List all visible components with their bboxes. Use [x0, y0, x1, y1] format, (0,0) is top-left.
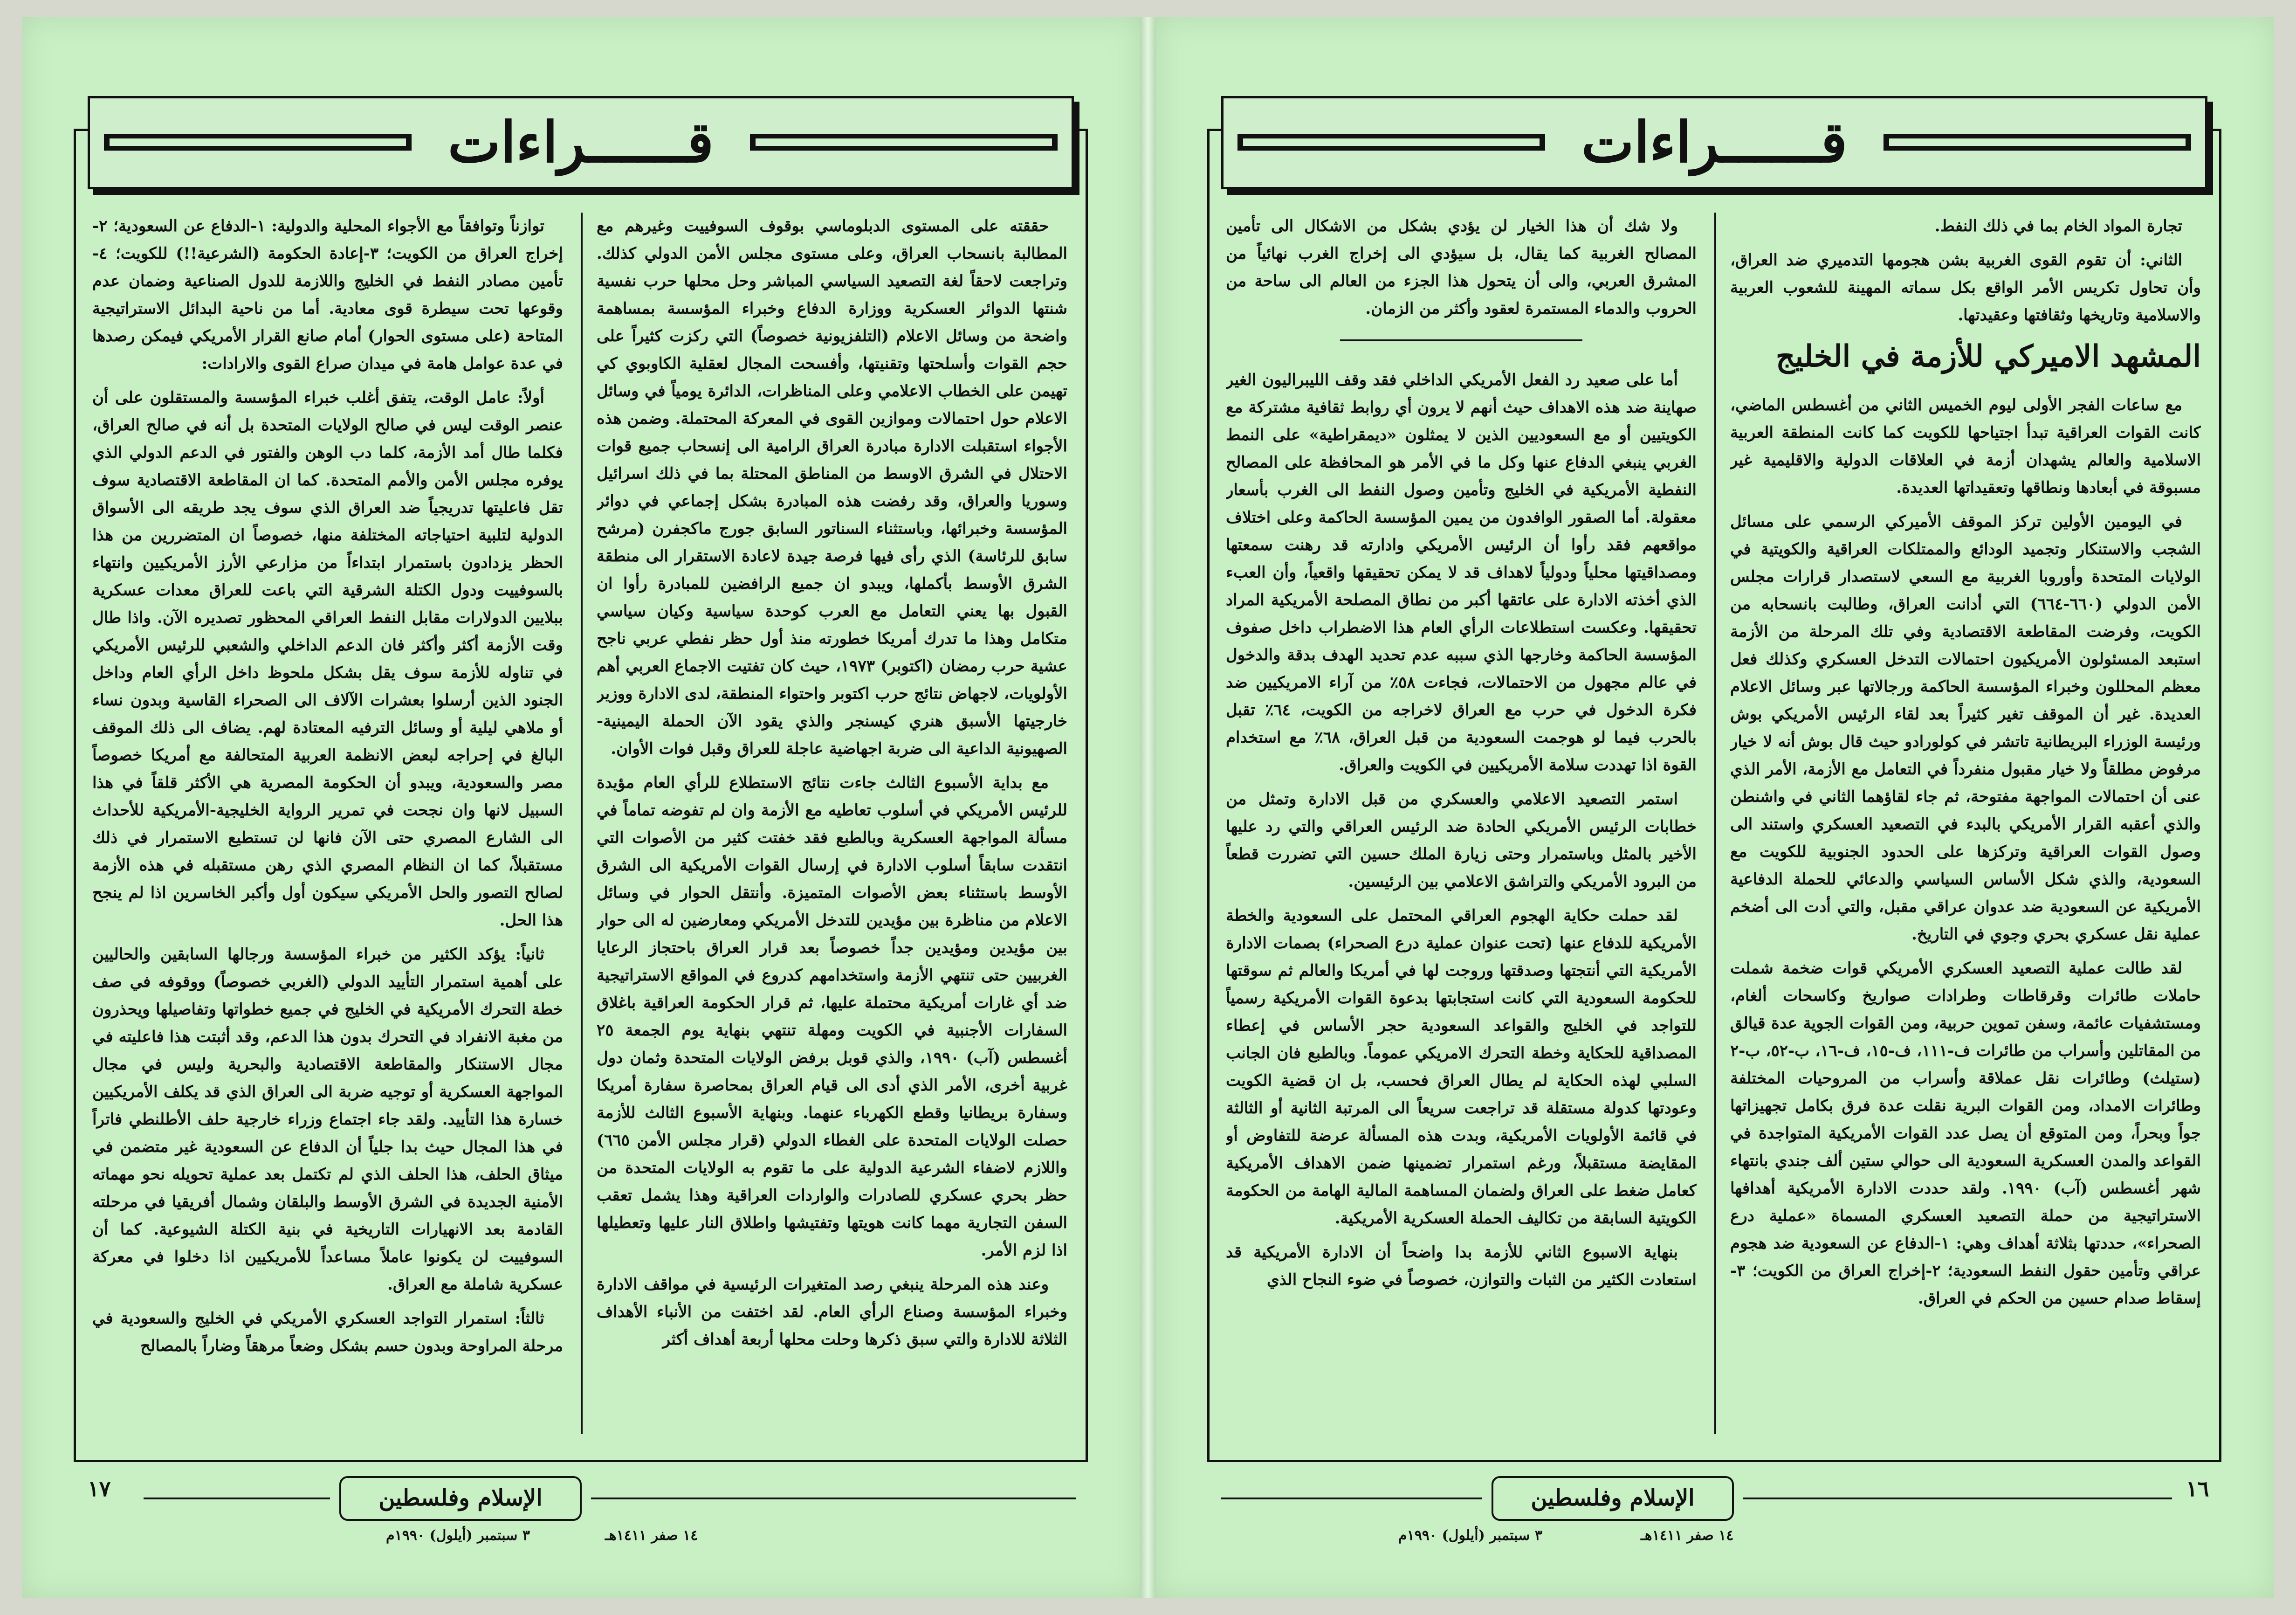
- column-divider: [581, 213, 583, 1434]
- footer-rule: [591, 1498, 1076, 1499]
- page-16-left-column: [1226, 213, 1697, 1434]
- section-title: قــــــراءات: [447, 110, 714, 175]
- article-title: المشهد الاميركي للأزمة في الخليج: [1775, 339, 2201, 374]
- paragraph: استمر التصعيد الاعلامي والعسكري من قبل الادارة وتمثل من خطابات الرئيس الأمريكي الحادة ضد الرئيس العراقي والتي رد عليها الأخير بالمثل وباستمرار وحتى زيارة الملك حسين التي تضررت قطعاً من البرود الأمريكي والتراشق الاعلامي بين الرئيسين.: [1226, 790, 1697, 891]
- section-separator: [1340, 339, 1582, 341]
- date-gregorian: ٣ سبتمبر (أيلول) ١٩٩٠م: [1398, 1527, 1542, 1544]
- paragraph: وعند هذه المرحلة ينبغي رصد المتغيرات الرئيسية في مواقف الادارة وخبراء المؤسسة وصناع الرأي العام. لقد اختفت من الأنباء الأهداف الثلاثة للادارة والتي سبق ذكرها وحلت محلها أربعة أهداف أكثر: [597, 1275, 1067, 1349]
- page-16: [1156, 17, 2274, 1598]
- page-17: [22, 17, 1140, 1598]
- paragraph: تجارة المواد الخام بما في ذلك النفط.: [1934, 217, 2182, 235]
- section-title: قــــــراءات: [1581, 110, 1848, 175]
- footer-rule: [1743, 1498, 2172, 1499]
- paragraph: مع بداية الأسبوع الثالث جاءت نتائج الاستطلاع للرأي العام مؤيدة للرئيس الأمريكي في أسلوب تعاطيه مع الأزمة وان لم تفوضه تماماً في مسألة المواجهة العسكرية وبالطبع فقد خفتت كثير من الأصوات التي انتقدت سابقاً أسلوب الادارة في إرسال القوات الأمريكية الى الشرق الأوسط باستثناء بعض الأصوات المتميزة. وأنتقل الحوار في وسائل الاعلام من مناظرة بين مؤيدين للتدخل الأمريكي ومعارضين له الى حوار بين مؤيدين ومؤيدين جداً خصوصاً بعد قرار العراق باحتجاز الرعايا الغربيين حتى تنتهي الأزمة واستخدامهم كدروع في المواقع الاستراتيجية ضد أي غارات أمريكية محتملة عليها، ثم قرار الحكومة العراقية باغلاق السفارات الأجنبية في الكويت ومهلة تنتهي بنهاية يوم الجمعة ٢٥ أغسطس (آب) ١٩٩٠، والذي قوبل برفض الولايات المتحدة وثمان دول غربية أخرى، الأمر الذي أدى الى قيام العراق بمحاصرة سفارة أمريكا وسفارة بريطانيا وقطع الكهرباء عنهما. وبنهاية الأسبوع الثالث للأزمة حصلت الولايات المتحدة على الغطاء الدولي (قرار مجلس الأمن ٦٦٥) واللازم لاضفاء الشرعية الدولية على ما تقوم به الولايات المتحدة من حظر بحري عسكري للصادرات والواردات العراقية وهذا يشمل تعقب السفن التجارية مهما كانت هويتها وتفتيشها واطلاق النار عليها وتعطيلها اذا لزم الأمر.: [597, 773, 1067, 1260]
- paragraph: حققته على المستوى الدبلوماسي بوقوف السوفييت وغيرهم مع المطالبة بانسحاب العراق، وعلى مستوى مجلس الأمن الدولي كذلك. وتراجعت لاحقاً لغة التصعيد السياسي المباشر وحل محلها حرب نفسية شنتها الدوائر العسكرية ووزارة الدفاع وخبراء المؤسسة بمساهمة واضحة من وسائل الاعلام (التلفزيونية خصوصاً) التي ركزت كثيراً على حجم القوات وأسلحتها وتقنيتها، وأفسحت المجال لعقلية الكاوبوي كي تهيمن على الخطاب الاعلامي وعلى المناظرات، الدائرة يومياً في وسائل الاعلام حول احتمالات وموازين القوى في المعركة المحتملة. وضمن هذه الأجواء استقبلت الادارة مبادرة العراق الرامية الى إنسحاب جميع قوات الاحتلال في الشرق الاوسط من المناطق المحتلة بما في ذلك اسرائيل وسوريا والعراق، وقد رفضت هذه المبادرة بشكل إجماعي في دوائر المؤسسة وخبرائها، وباستثناء السناتور السابق جورج ماكجفرن (مرشح سابق للرئاسة) الذي رأى فيها فرصة جيدة لاعادة الاستقرار الى منطقة الشرق الأوسط بأكملها، ويبدو ان جميع الرافضين للمبادرة رأوا ان القبول بها يعني التعامل مع العرب كوحدة سياسية وكيان سياسي متكامل وهذا ما تدرك أمريكا خطورته منذ أول حظر نفطي عربي ناجح عشية حرب رمضان (اكتوبر) ١٩٧٣، حيث كان تفتيت الاجماع العربي أهم الأولويات، لاجهاض نتائج حرب اكتوبر واحتواء المنطقة، لدى الادارة ووزير خارجيتها الأسبق هنري كيسنجر والذي يقود الآن الحملة اليمينية-الصهيونية الداعية الى ضربة اجهاضية عاجلة للعراق وقبل فوات الأوان.: [597, 217, 1067, 758]
- footer-rule: [144, 1498, 330, 1499]
- page-17-footer: [22, 1476, 1140, 1579]
- page-number: ١٧: [88, 1476, 111, 1501]
- date-hijri: ١٤ صفر ١٤١١هـ: [1641, 1527, 1734, 1544]
- date-gregorian: ٣ سبتمبر (أيلول) ١٩٩٠م: [386, 1527, 530, 1544]
- column-divider: [1714, 213, 1716, 1434]
- paragraph: في اليومين الأولين تركز الموقف الأميركي الرسمي على مسائل الشجب والاستنكار وتجميد الودائع والممتلكات العراقية والكويتية في الولايات المتحدة وأوروبا الغربية مع السعي لاستصدار قرارات مجلس الأمن الدولي (٦٦٠-٦٦٤) التي أدانت العراق، وطالبت بانسحابه من الكويت، وفرضت المقاطعة الاقتصادية وفي تلك المرحلة من الأزمة استبعد المسئولون الأمريكيون احتمالات التدخل العسكري وكذلك فعل معظم المحللون وخبراء المؤسسة الحاكمة ورجالاتها عبر وسائل الاعلام العديدة. غير أن الموقف تغير كثيراً بعد لقاء الرئيس الأمريكي بوش ورئيسة الوزراء البريطانية تاتشر في كولورادو حيث قال بوش أنه لا خيار مرفوض مطلقاً ولا خيار مقبول منفرداً في التعامل مع الأزمة، الأمر الذي عنى أن احتمالات المواجهة مفتوحة، ثم جاء لقاؤهما الثاني في واشنطن والذي أعقبه القرار الأمريكي بالبدء في التصعيد العسكري واستند الى وصول القوات العراقية وتركزها على الحدود الجنوبية للكويت مع السعودية، والذي شكل الأساس السياسي والدعائي للحملة الدفاعية الأمريكية عن السعودية ضد عدوان عراقي مقبل، والتي أدت الى أضخم عملية نقل عسكري بحري وجوي في التاريخ.: [1730, 512, 2201, 944]
- date-hijri: ١٤ صفر ١٤١١هـ: [605, 1527, 698, 1544]
- paragraph: ولا شك أن هذا الخيار لن يؤدي بشكل من الاشكال الى تأمين المصالح الغربية كما يقال، بل سيؤدي الى إخراج الغرب نهائياً من المشرق العربي، والى أن يتحول هذا الجزء من العالم الى ساحة من الحروب والدماء المستمرة لعقود وأكثر من الزمان.: [1226, 217, 1697, 318]
- page-16-right-column: [1730, 213, 2201, 1434]
- paragraph: أولاً: عامل الوقت، يتفق أغلب خبراء المؤسسة والمستقلون على أن عنصر الوقت ليس في صالح الولايات المتحدة بل أنه في صالح العراق، فكلما طال أمد الأزمة، كلما دب الوهن والفتور في الدعم الدولي الذي يوفره مجلس الأمن والأمم المتحدة. كما ان المقاطعة الاقتصادية سوف تقل فاعليتها تدريجياً ضد العراق الذي سوف يجد طريقه الى الأسواق الدولية لتلبية احتياجاته المختلفة منها، خصوصاً ان المتضررين من هذا الحظر يزدادون باستمرار ابتداءاً من مزارعي الأرز الأمريكيين وانتهاء بالسوفييت ودول الكتلة الشرقية التي باعت للعراق معدات عسكرية ببلايين الدولارات مقابل النفط العراقي المحظور تصديره الآن. واذا طال وقت الأزمة أكثر وأكثر فان الدعم الداخلي والشعبي للرئيس الأمريكي في تناوله للأزمة سوف يقل بشكل ملحوظ داخل الرأي العام وداخل الجنود الذين أرسلوا بعشرات الآلاف الى الصحراء القاسية وبدون نساء أو ملاهي ليلية أو وسائل الترفيه المعتادة لهم. يضاف الى ذلك الموقف البالغ في إحراجه لبعض الانظمة العربية المتحالفة مع أمريكا خصوصاً مصر والسعودية، ويبدو أن الحكومة المصرية هي الأكثر قلقاً في هذا السبيل لانها وان نجحت في تمرير الرواية الخليجية-الأمريكية للأحداث الى الشارع المصري حتى الآن فانها لن تستطيع الاستمرار في ذلك مستقبلاً، كما ان النظام المصري الذي رهن مستقبله في هذه الأزمة لصالح التصور والحل الأمريكي سيكون أول وأكبر الخاسرين اذا لم ينجح هذا الحل.: [92, 388, 563, 930]
- page-16-footer: [1156, 1476, 2274, 1579]
- paragraph: ثالثاً: استمرار التواجد العسكري الأمريكي في الخليج والسعودية في مرحلة المراوحة وبدون حسم بشكل وضعاً مرهقاً وضاراً بالمصالح: [92, 1309, 563, 1355]
- spine-fold: [1140, 17, 1156, 1598]
- paragraph: توازناً وتوافقاً مع الأجواء المحلية والدولية: ١-الدفاع عن السعودية؛ ٢-إخراج العراق من الكويت؛ ٣-إعادة الحكومة (الشرعية!!) للكويت؛ ٤-تأمين مصادر النفط في الخليج واللازمة للدول الصناعية وضمان عدم وقوعها تحت سيطرة قوى معادية. أما من ناحية البدائل الاستراتيجية المتاحة (على مستوى الحوار) أمام صانع القرار الأمريكي فيمكن رصدها في عدة عوامل هامة في ميدان صراع القوى والارادات:: [92, 217, 563, 373]
- paragraph: الثاني: أن تقوم القوى الغربية بشن هجومها التدميري ضد العراق، وأن تحاول تكريس الأمر الواقع بكل سماته المهينة للشعوب العربية والاسلامية وتاريخها وثقافتها وعقيدتها.: [1730, 251, 2201, 324]
- page-17-right-column: [597, 213, 1067, 1434]
- page-number: ١٦: [2186, 1476, 2209, 1501]
- page-16-banner: [1221, 96, 2207, 189]
- magazine-name: الإسلام وفلسطين: [1492, 1476, 1734, 1521]
- paragraph: أما على صعيد رد الفعل الأمريكي الداخلي فقد وقف الليبراليون الغير صهاينة ضد هذه الاهداف حيث أنهم لا يرون أي روابط ثقافية مشتركة مع الكويتيين أو مع السعوديين الذين لا يمثلون «ديمقراطية» على النمط الغربي ينبغي الدفاع عنها وكل ما في الأمر هو المحافظة على المصالح النفطية الأمريكية في الخليج وتأمين وصول النفط الى الغرب بأسعار معقولة. أما الصقور الوافدون من يمين المؤسسة الحاكمة وعلى اختلاف مواقعهم فقد رأوا أن الرئيس الأمريكي وادارته قد رهنت سمعتها ومصداقيتها محلياً ودولياً لاهداف قد لا يمكن تحقيقها واقعياً، وأن العبء الذي أخذته الادارة على عاتقها أكبر من نطاق المصلحة الأمريكية المراد تحقيقها. وعكست استطلاعات الرأي العام هذا الاضطراب داخل صفوف المؤسسة الحاكمة وخارجها الذي سببه عدم تحديد الهدف بدقة والدخول في عالم مجهول من الاحتمالات، فجاءت ٥٨٪ من آراء الامريكيين ضد فكرة الدخول في حرب مع العراق لاخراجه من الكويت، ٦٤٪ تقبل بالحرب فيما لو هوجمت السعودية من قبل العراق، ٦٨٪ مع استخدام القوة اذا تهددت سلامة الأمريكيين في الكويت والعراق.: [1226, 371, 1697, 774]
- paragraph: مع ساعات الفجر الأولى ليوم الخميس الثاني من أغسطس الماضي، كانت القوات العراقية تبدأ اجتياحها للكويت كما كانت المنطقة العربية الاسلامية والعالم يشهدان أزمة في العلاقات الدولية والاقليمية غير مسبوقة في أبعادها ونطاقها وتعقيداتها العديدة.: [1730, 396, 2201, 497]
- page-17-left-column: [92, 213, 563, 1434]
- paragraph: بنهاية الاسبوع الثاني للأزمة بدا واضحاً أن الادارة الأمريكية قد استعادت الكثير من الثبات والتوازن، خصوصاً في ضوء النجاح الذي: [1226, 1243, 1697, 1289]
- footer-rule: [1221, 1498, 1482, 1499]
- paragraph: لقد حملت حكاية الهجوم العراقي المحتمل على السعودية والخطة الأمريكية للدفاع عنها (تحت عنوان عملية درع الصحراء) بصمات الادارة الأمريكية التي أنتجتها وصدقتها وروجت لها في أمريكا والعالم ثم سوقتها للحكومة السعودية التي كانت استجابتها بدعوة القوات الأمريكية رسمياً للتواجد في الخليج والقواعد السعودية حجر الأساس في إعطاء المصداقية للحكاية وخطة التحرك الامريكي عموماً. وبالطبع فان الجانب السلبي لهذه الحكاية لم يطال العراق فحسب، بل ان قضية الكويت وعودتها كدولة مستقلة قد تراجعت سريعاً الى المرتبة الثانية أو الثالثة في قائمة الأولويات الأمريكية، وبدت هذه المسألة عرضة للتفاوض أو المقايضة مستقبلاً، ورغم استمرار تضمينها ضمن الاهداف الأمريكية كعامل ضغط على العراق ولضمان المساهمة المالية الهامة من الحكومة الكويتية السابقة من تكاليف الحملة العسكرية الأمريكية.: [1226, 906, 1697, 1228]
- magazine-name: الإسلام وفلسطين: [339, 1476, 582, 1521]
- page-17-banner: [88, 96, 1074, 189]
- paragraph: ثانياً: يؤكد الكثير من خبراء المؤسسة ورجالها السابقين والحاليين على أهمية استمرار التأييد الدولي (الغربي خصوصاً) ووقوفه في صف خطة التحرك الأمريكية في الخليج في جميع خطواتها وتفاصيلها ويحذرون من مغبة الانفراد في التحرك بدون هذا الدعم، وقد أثبتت هذا فاعليته في مجال الاستنكار والمقاطعة الاقتصادية والبحرية وليس في مجال المواجهة العسكرية أو توجيه ضربة الى العراق الذي قد يكلف الأمريكيين خسارة هذا التأييد. ولقد جاء اجتماع وزراء خارجية حلف الأطلنطي فاتراً في هذا المجال حيث بدا جلياً أن الدفاع عن السعودية غير متضمن في ميثاق الحلف، هذا الحلف الذي لم تكتمل بعد عملية تحويله نحو مهماته الأمنية الجديدة في الشرق الأوسط والبلقان وشمال أفريقيا في مرحلته القادمة بعد الانهيارات التاريخية في بنية الكتلة الشيوعية. كما أن السوفييت لن يكونوا عاملاً مساعداً للأمريكيين اذا دخلوا في معركة عسكرية شاملة مع العراق.: [92, 945, 563, 1294]
- paragraph: لقد طالت عملية التصعيد العسكري الأمريكي قوات ضخمة شملت حاملات طائرات وقرقاطات وطرادات صواريخ وكاسحات ألغام، ومستشفيات عائمة، وسفن تموين حربية، ومن القوات الجوية عدة قيالق من المقاتلين وأسراب من طائرات ف-١١١، ف-١٥، ف-١٦، ب-٥٢، ب-٢ (ستيلث) وطائرات نقل عملاقة وأسراب من المروحيات المختلفة وطائرات الامداد، ومن القوات البرية نقلت عدة فرق بكامل تجهيزاتها جواً وبحراً، ومن المتوقع أن يصل عدد القوات الأمريكية المتواجدة في القواعد والمدن العسكرية السعودية الى حوالي ستين ألف جندي بانتهاء شهر أغسطس (آب) ١٩٩٠. ولقد حددت الادارة الأمريكية أهدافها الاستراتيجية من حملة التصعيد العسكري المسماة «عملية درع الصحراء»، حددتها بثلاثة أهداف وهي: ١-الدفاع عن السعودية ضد هجوم عراقي وتأمين حقول النفط السعودية؛ ٢-إخراج العراق من الكويت؛ ٣-إسقاط صدام حسين من الحكم في العراق.: [1730, 959, 2201, 1308]
